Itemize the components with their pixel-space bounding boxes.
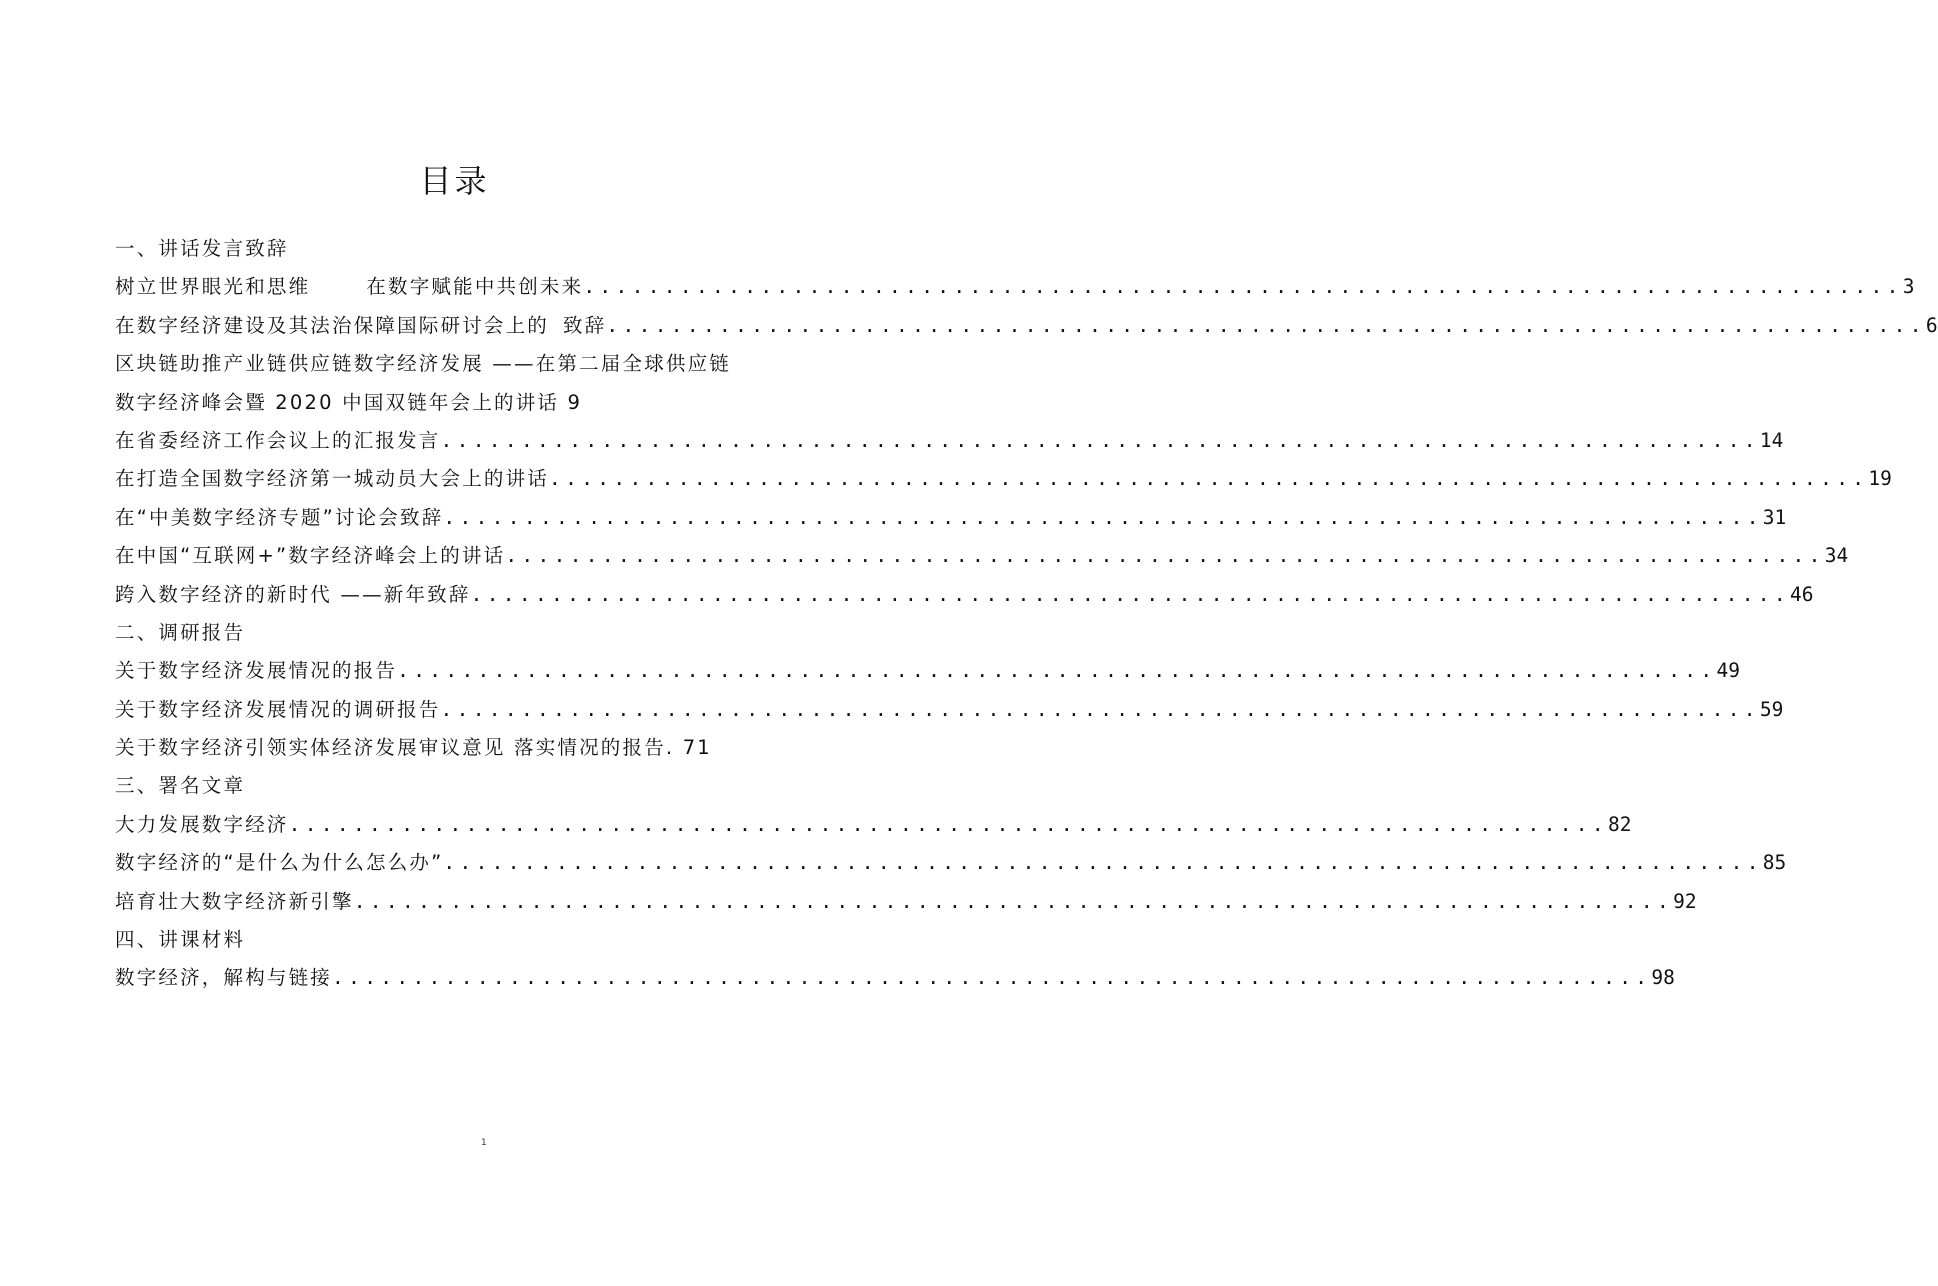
toc-entry[interactable] [115, 576, 1814, 614]
toc-entry[interactable] [115, 537, 1849, 575]
dot-leader: .................................................................................. [470, 582, 1790, 606]
toc-entry-title: 关于数字经济发展情况的调研报告 [115, 697, 441, 721]
toc-page-number: 49 [1716, 659, 1740, 683]
toc-entry-subtitle: 致辞 [563, 313, 607, 337]
dot-leader: .................................................................................. [443, 851, 1763, 875]
toc-entry[interactable] [115, 499, 1787, 537]
page-footer-mark: 1 [481, 1138, 487, 1148]
toc-page-number: 3 [1902, 275, 1915, 299]
dot-leader: .................................................................................. [440, 428, 1760, 452]
toc-entry-line[interactable]: 关于数字经济引领实体经济发展审议意见 落实情况的报告. 71 [115, 736, 712, 760]
dot-leader: .................................................................................. [397, 659, 1717, 683]
toc-entry[interactable] [115, 460, 1892, 498]
toc-entry-title: 数字经济，解构与链接 [115, 966, 333, 990]
dot-leader: .................................................................................. [583, 275, 1903, 299]
toc-entry[interactable] [115, 806, 1632, 844]
table-of-contents [115, 230, 1938, 998]
toc-page-number: 98 [1651, 966, 1675, 990]
toc-section-3: 三、署名文章 [115, 774, 246, 798]
toc-page-number: 92 [1673, 889, 1697, 913]
toc-entry-subtitle: 在数字赋能中共创未来 [366, 275, 584, 299]
dot-leader: .................................................................................. [606, 313, 1926, 337]
page-title: 目录 [419, 162, 490, 200]
toc-page-number: 14 [1759, 428, 1784, 452]
dot-leader: .................................................................................. [288, 812, 1608, 836]
toc-page-number: 6 [1925, 313, 1938, 337]
toc-entry-title: 在省委经济工作会议上的汇报发言 [115, 428, 441, 452]
dot-leader: .................................................................................. [440, 697, 1760, 721]
dot-leader: .................................................................................. [332, 966, 1652, 990]
toc-page-number: 34 [1824, 544, 1849, 568]
dot-leader: .................................................................................. [549, 467, 1869, 491]
toc-entry[interactable] [115, 307, 1938, 345]
toc-page-number: 59 [1759, 697, 1784, 721]
toc-entry-title: 培育壮大数字经济新引擎 [115, 889, 354, 913]
toc-section-1: 一、讲话发言致辞 [115, 237, 289, 260]
toc-entry-title: 大力发展数字经济 [115, 812, 289, 836]
dot-leader: .................................................................................. [353, 889, 1674, 913]
toc-page-number: 46 [1790, 582, 1814, 606]
toc-entry[interactable] [115, 883, 1697, 921]
dot-leader: .................................................................................. [443, 505, 1763, 529]
toc-entry-title: 在打造全国数字经济第一城动员大会上的讲话 [115, 467, 550, 491]
toc-entry-title: 在“中美数字经济专题”讨论会致辞 [115, 505, 444, 529]
toc-entry[interactable] [115, 691, 1784, 729]
toc-entry[interactable] [115, 959, 1675, 997]
toc-entry-line[interactable]: 区块链助推产业链供应链数字经济发展 ——在第二届全球供应链 [115, 352, 731, 376]
toc-entry-title: 数字经济的“是什么为什么怎么办” [115, 851, 444, 875]
toc-entry[interactable] [115, 268, 1915, 306]
toc-page-number: 31 [1762, 505, 1787, 529]
toc-entry[interactable] [115, 422, 1784, 460]
toc-entry-title: 关于数字经济发展情况的报告 [115, 659, 398, 683]
toc-entry-title: 在中国“互联网+”数字经济峰会上的讲话 [115, 544, 506, 568]
toc-page-number: 19 [1868, 467, 1892, 491]
toc-entry-line[interactable]: 数字经济峰会暨 2020 中国双链年会上的讲话 9 [115, 390, 583, 414]
toc-page-number: 85 [1762, 851, 1787, 875]
toc-entry[interactable] [115, 844, 1787, 882]
toc-entry-title: 在数字经济建设及其法治保障国际研讨会上的 [115, 313, 550, 337]
toc-section-2: 二、调研报告 [115, 620, 246, 644]
toc-section-4: 四、讲课材料 [115, 928, 246, 952]
toc-entry-title: 树立世界眼光和思维 [115, 275, 311, 299]
toc-entry-title: 跨入数字经济的新时代 ——新年致辞 [115, 582, 471, 606]
dot-leader: .................................................................................. [505, 544, 1825, 568]
toc-page-number: 82 [1608, 812, 1632, 836]
toc-entry[interactable] [115, 652, 1740, 690]
